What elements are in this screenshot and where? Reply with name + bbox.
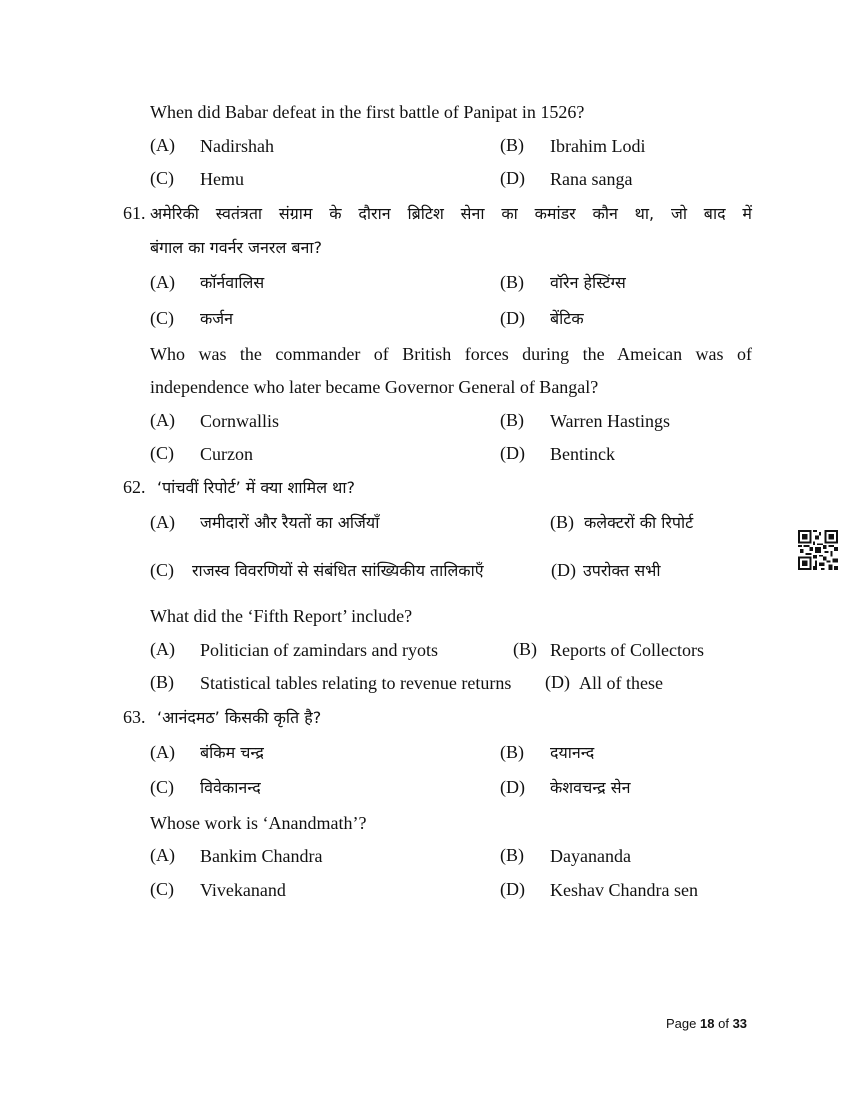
option-text: विवेकानन्द	[200, 778, 261, 797]
question-60-english: When did Babar defeat in the first battle of Panipat in 1526?	[150, 102, 585, 122]
question-62-hindi: ‘पांचवीं रिपोर्ट’ में क्या शामिल था?	[157, 478, 356, 497]
question-63-hindi: ‘आनंदमठ’ किसकी कृति है?	[157, 708, 322, 727]
option-label: (B)	[500, 135, 524, 155]
option-label: (D)	[500, 168, 525, 188]
option-text: Ibrahim Lodi	[550, 136, 646, 156]
option-label: (A)	[150, 742, 175, 762]
option-label: (B)	[513, 639, 537, 659]
total-pages: 33	[732, 1016, 748, 1031]
footer-prefix: Page	[666, 1016, 697, 1031]
option-text: Statistical tables relating to revenue returns	[200, 673, 512, 693]
question-62-english: What did the ‘Fifth Report’ include?	[150, 606, 413, 626]
question-number: 61.	[123, 203, 146, 223]
question-number: 63.	[123, 707, 146, 727]
option-text: Dayananda	[550, 846, 631, 866]
option-label: (B)	[150, 672, 174, 692]
option-label: (B)	[500, 845, 524, 865]
question-63-english: Whose work is ‘Anandmath’?	[150, 813, 367, 833]
option-text: केशवचन्द्र सेन	[550, 778, 631, 797]
option-text: Keshav Chandra sen	[550, 880, 698, 900]
option-text: Rana sanga	[550, 169, 633, 189]
option-label: (D)	[500, 879, 525, 899]
option-label: (C)	[150, 777, 174, 797]
option-label: (A)	[150, 512, 175, 532]
page-footer	[666, 1016, 747, 1031]
option-label: (D)	[500, 308, 525, 328]
question-61-hindi-line2: बंगाल का गवर्नर जनरल बना?	[150, 238, 323, 257]
option-label: (C)	[150, 168, 174, 188]
option-label: (C)	[150, 560, 174, 580]
option-label: (B)	[500, 272, 524, 292]
option-label: (C)	[150, 443, 174, 463]
option-text: कर्जन	[200, 309, 234, 328]
option-label: (D)	[500, 777, 525, 797]
option-text: Warren Hastings	[550, 411, 671, 431]
option-label: (B)	[550, 512, 574, 532]
option-text: Reports of Collectors	[550, 640, 704, 660]
option-text: Bankim Chandra	[200, 846, 323, 866]
option-label: (B)	[500, 410, 524, 430]
option-label: (C)	[150, 308, 174, 328]
question-number: 62.	[123, 477, 146, 497]
option-label: (A)	[150, 410, 175, 430]
option-text: Vivekanand	[200, 880, 286, 900]
option-text: वॉरेन हेस्टिंग्स	[550, 273, 626, 292]
option-label: (A)	[150, 639, 175, 659]
option-text: बंकिम चन्द्र	[200, 743, 264, 762]
option-text: बेंटिक	[550, 309, 584, 328]
option-label: (B)	[500, 742, 524, 762]
current-page-number: 18	[700, 1016, 715, 1031]
option-text: कॉर्नवालिस	[200, 273, 265, 292]
option-label: (A)	[150, 272, 175, 292]
option-text: उपरोक्त सभी	[583, 561, 661, 580]
qr-code-icon	[798, 530, 838, 570]
option-text: Bentinck	[550, 444, 615, 464]
option-text: कलेक्टरों की रिपोर्ट	[584, 513, 694, 532]
option-label: (C)	[150, 879, 174, 899]
option-text: All of these	[579, 673, 663, 693]
option-text: Cornwallis	[200, 411, 279, 431]
option-text: Curzon	[200, 444, 253, 464]
question-61-english-line2: independence who later became Governor General of Bangal?	[150, 377, 599, 397]
option-text: दयानन्द	[550, 743, 595, 762]
footer-of: of	[718, 1016, 729, 1031]
option-label: (A)	[150, 845, 175, 865]
question-61-hindi-line1: अमेरिकी स्वतंत्रता संग्राम के दौरान ब्रिटिश सेना का कमांडर कौन था, जो बाद में	[150, 204, 752, 223]
option-label: (D)	[500, 443, 525, 463]
option-text: राजस्व विवरणियों से संबंधित सांख्यिकीय तालिकाएँ	[192, 561, 484, 580]
option-label: (D)	[551, 560, 576, 580]
question-61-english-line1: Who was the commander of British forces during the Ameican was of	[150, 344, 752, 364]
option-text: Nadirshah	[200, 136, 274, 156]
option-text: Politician of zamindars and ryots	[200, 640, 438, 660]
option-label: (D)	[545, 672, 570, 692]
option-text: Hemu	[200, 169, 244, 189]
option-label: (A)	[150, 135, 175, 155]
option-text: जमीदारों और रैयतों का अर्जियाँ	[200, 513, 380, 532]
